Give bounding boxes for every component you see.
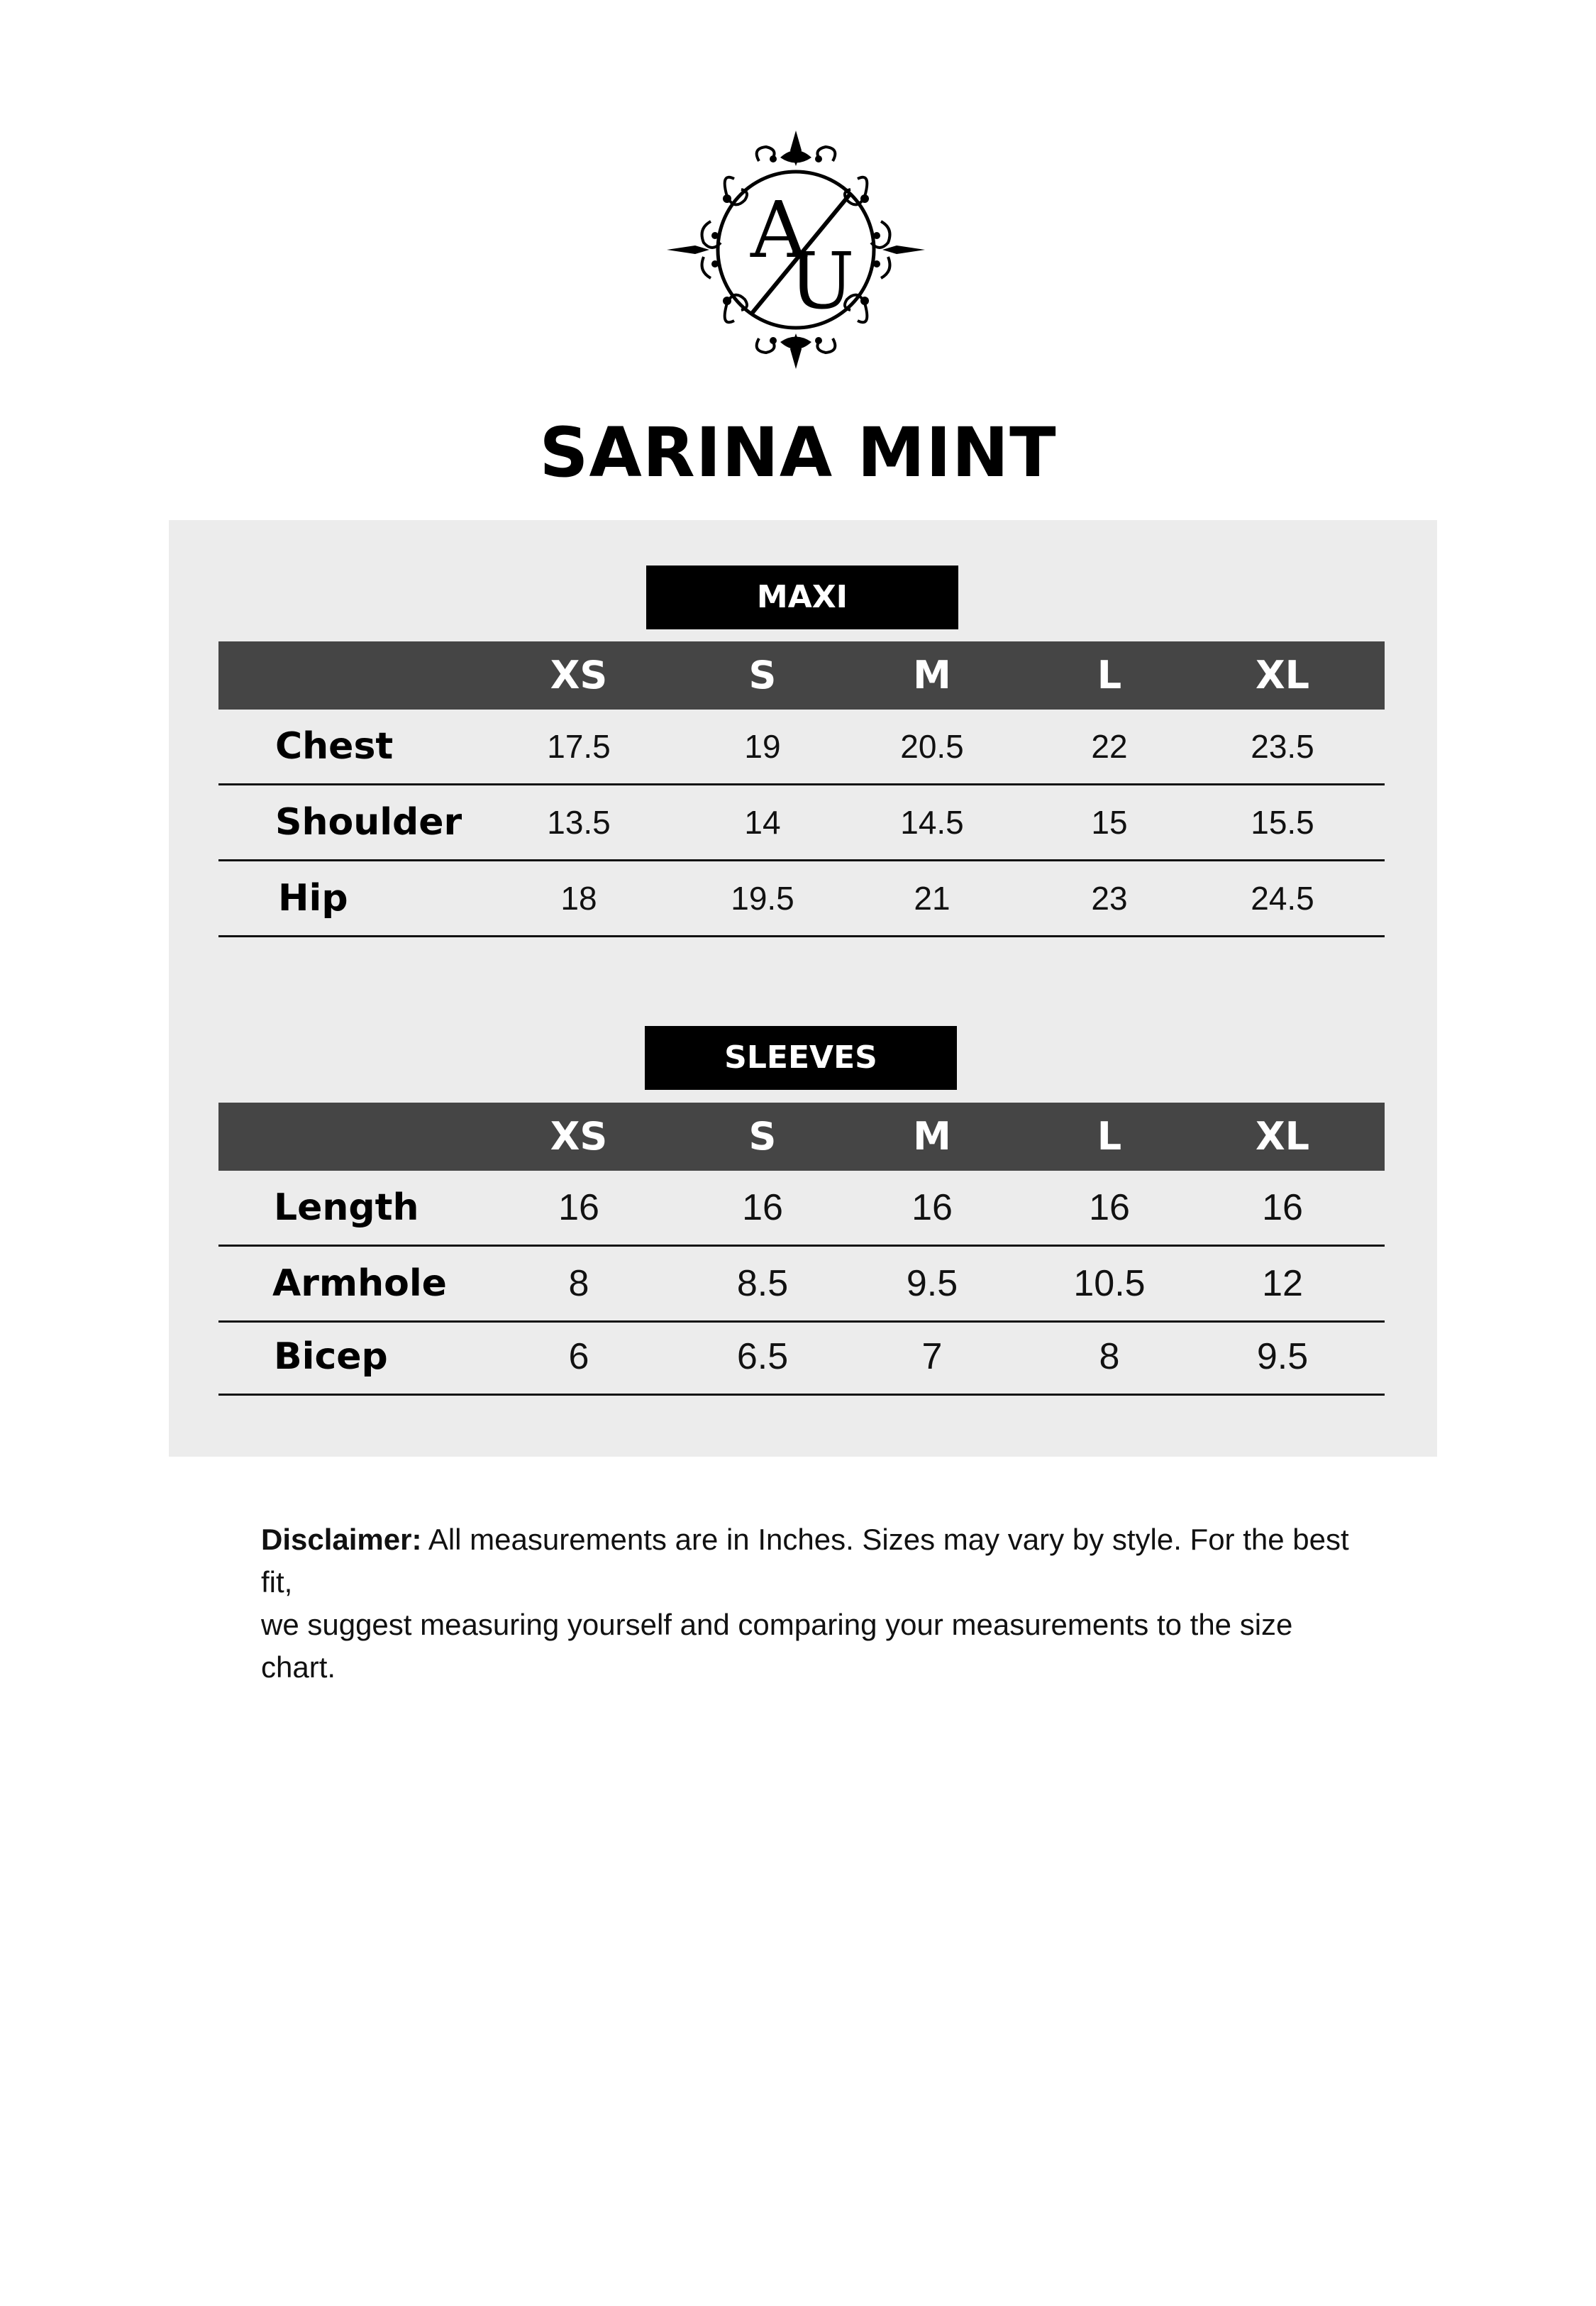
column-header: S — [748, 653, 777, 697]
table-cell: 8.5 — [736, 1263, 789, 1304]
table-cell: 23 — [1091, 880, 1128, 917]
table-cell: 16 — [558, 1187, 599, 1228]
table-cell: 23.5 — [1251, 728, 1314, 765]
table-cell: 10.5 — [1073, 1263, 1146, 1304]
table-cell: 16 — [911, 1187, 953, 1228]
sleeves-section-label: SLEEVES — [645, 1026, 957, 1090]
brand-logo — [667, 129, 925, 370]
table-cell: 14.5 — [900, 804, 964, 841]
table-cell: 16 — [1262, 1187, 1303, 1228]
disclaimer-line-1 — [261, 1518, 1368, 1604]
table-cell: 9.5 — [1256, 1336, 1309, 1377]
column-header: M — [913, 653, 951, 697]
size-chart-panel — [169, 520, 1437, 1457]
table-cell: 16 — [1089, 1187, 1130, 1228]
column-header: S — [748, 1114, 777, 1159]
table-cell: 21 — [914, 880, 951, 917]
sleeves-table-header — [218, 1103, 1385, 1171]
table-cell: 7 — [921, 1336, 943, 1377]
table-cell: 6.5 — [736, 1336, 789, 1377]
column-header: XL — [1255, 1114, 1310, 1159]
column-header: XS — [550, 1114, 608, 1159]
table-cell: 14 — [744, 804, 781, 841]
maxi-table-header — [218, 641, 1385, 710]
column-header: XS — [550, 653, 608, 697]
disclaimer-line-2: we suggest measuring yourself and comparing your measurements to the size chart. — [261, 1608, 1293, 1684]
row-label: Chest — [275, 725, 394, 768]
table-cell: 19 — [744, 728, 781, 765]
row-label: Bicep — [274, 1335, 388, 1378]
table-cell: 16 — [742, 1187, 783, 1228]
table-cell: 24.5 — [1251, 880, 1314, 917]
table-cell: 8 — [568, 1263, 589, 1304]
table-row — [218, 1320, 1385, 1396]
table-cell: 8 — [1099, 1336, 1120, 1377]
table-row — [218, 1171, 1385, 1247]
page-title: SARINA MINT — [539, 413, 1057, 492]
disclaimer-text: All measurements are in Inches. Sizes may vary by style. For the best fit, — [261, 1523, 1349, 1599]
disclaimer-label: Disclaimer: — [261, 1523, 422, 1556]
table-row — [218, 710, 1385, 785]
table-cell: 9.5 — [906, 1263, 958, 1304]
table-cell: 18 — [560, 880, 597, 917]
row-label: Hip — [278, 877, 348, 920]
disclaimer — [261, 1518, 1368, 1689]
row-label: Armhole — [272, 1262, 447, 1305]
svg-text:A: A — [750, 184, 807, 275]
row-label: Length — [274, 1186, 419, 1229]
row-label: Shoulder — [275, 801, 462, 844]
table-cell: 20.5 — [900, 728, 964, 765]
table-cell: 17.5 — [547, 728, 611, 765]
column-header: XL — [1255, 653, 1310, 697]
table-cell: 15 — [1091, 804, 1128, 841]
maxi-section-label: MAXI — [646, 566, 958, 629]
table-cell: 19.5 — [731, 880, 794, 917]
table-cell: 12 — [1262, 1263, 1303, 1304]
table-row — [218, 861, 1385, 937]
column-header: L — [1097, 653, 1122, 697]
table-cell: 6 — [568, 1336, 589, 1377]
table-cell: 22 — [1091, 728, 1128, 765]
table-cell: 15.5 — [1251, 804, 1314, 841]
column-header: M — [913, 1114, 951, 1159]
svg-text:U: U — [789, 236, 855, 326]
column-header: L — [1097, 1114, 1122, 1159]
table-row — [218, 1247, 1385, 1323]
table-row — [218, 785, 1385, 861]
table-cell: 13.5 — [547, 804, 611, 841]
